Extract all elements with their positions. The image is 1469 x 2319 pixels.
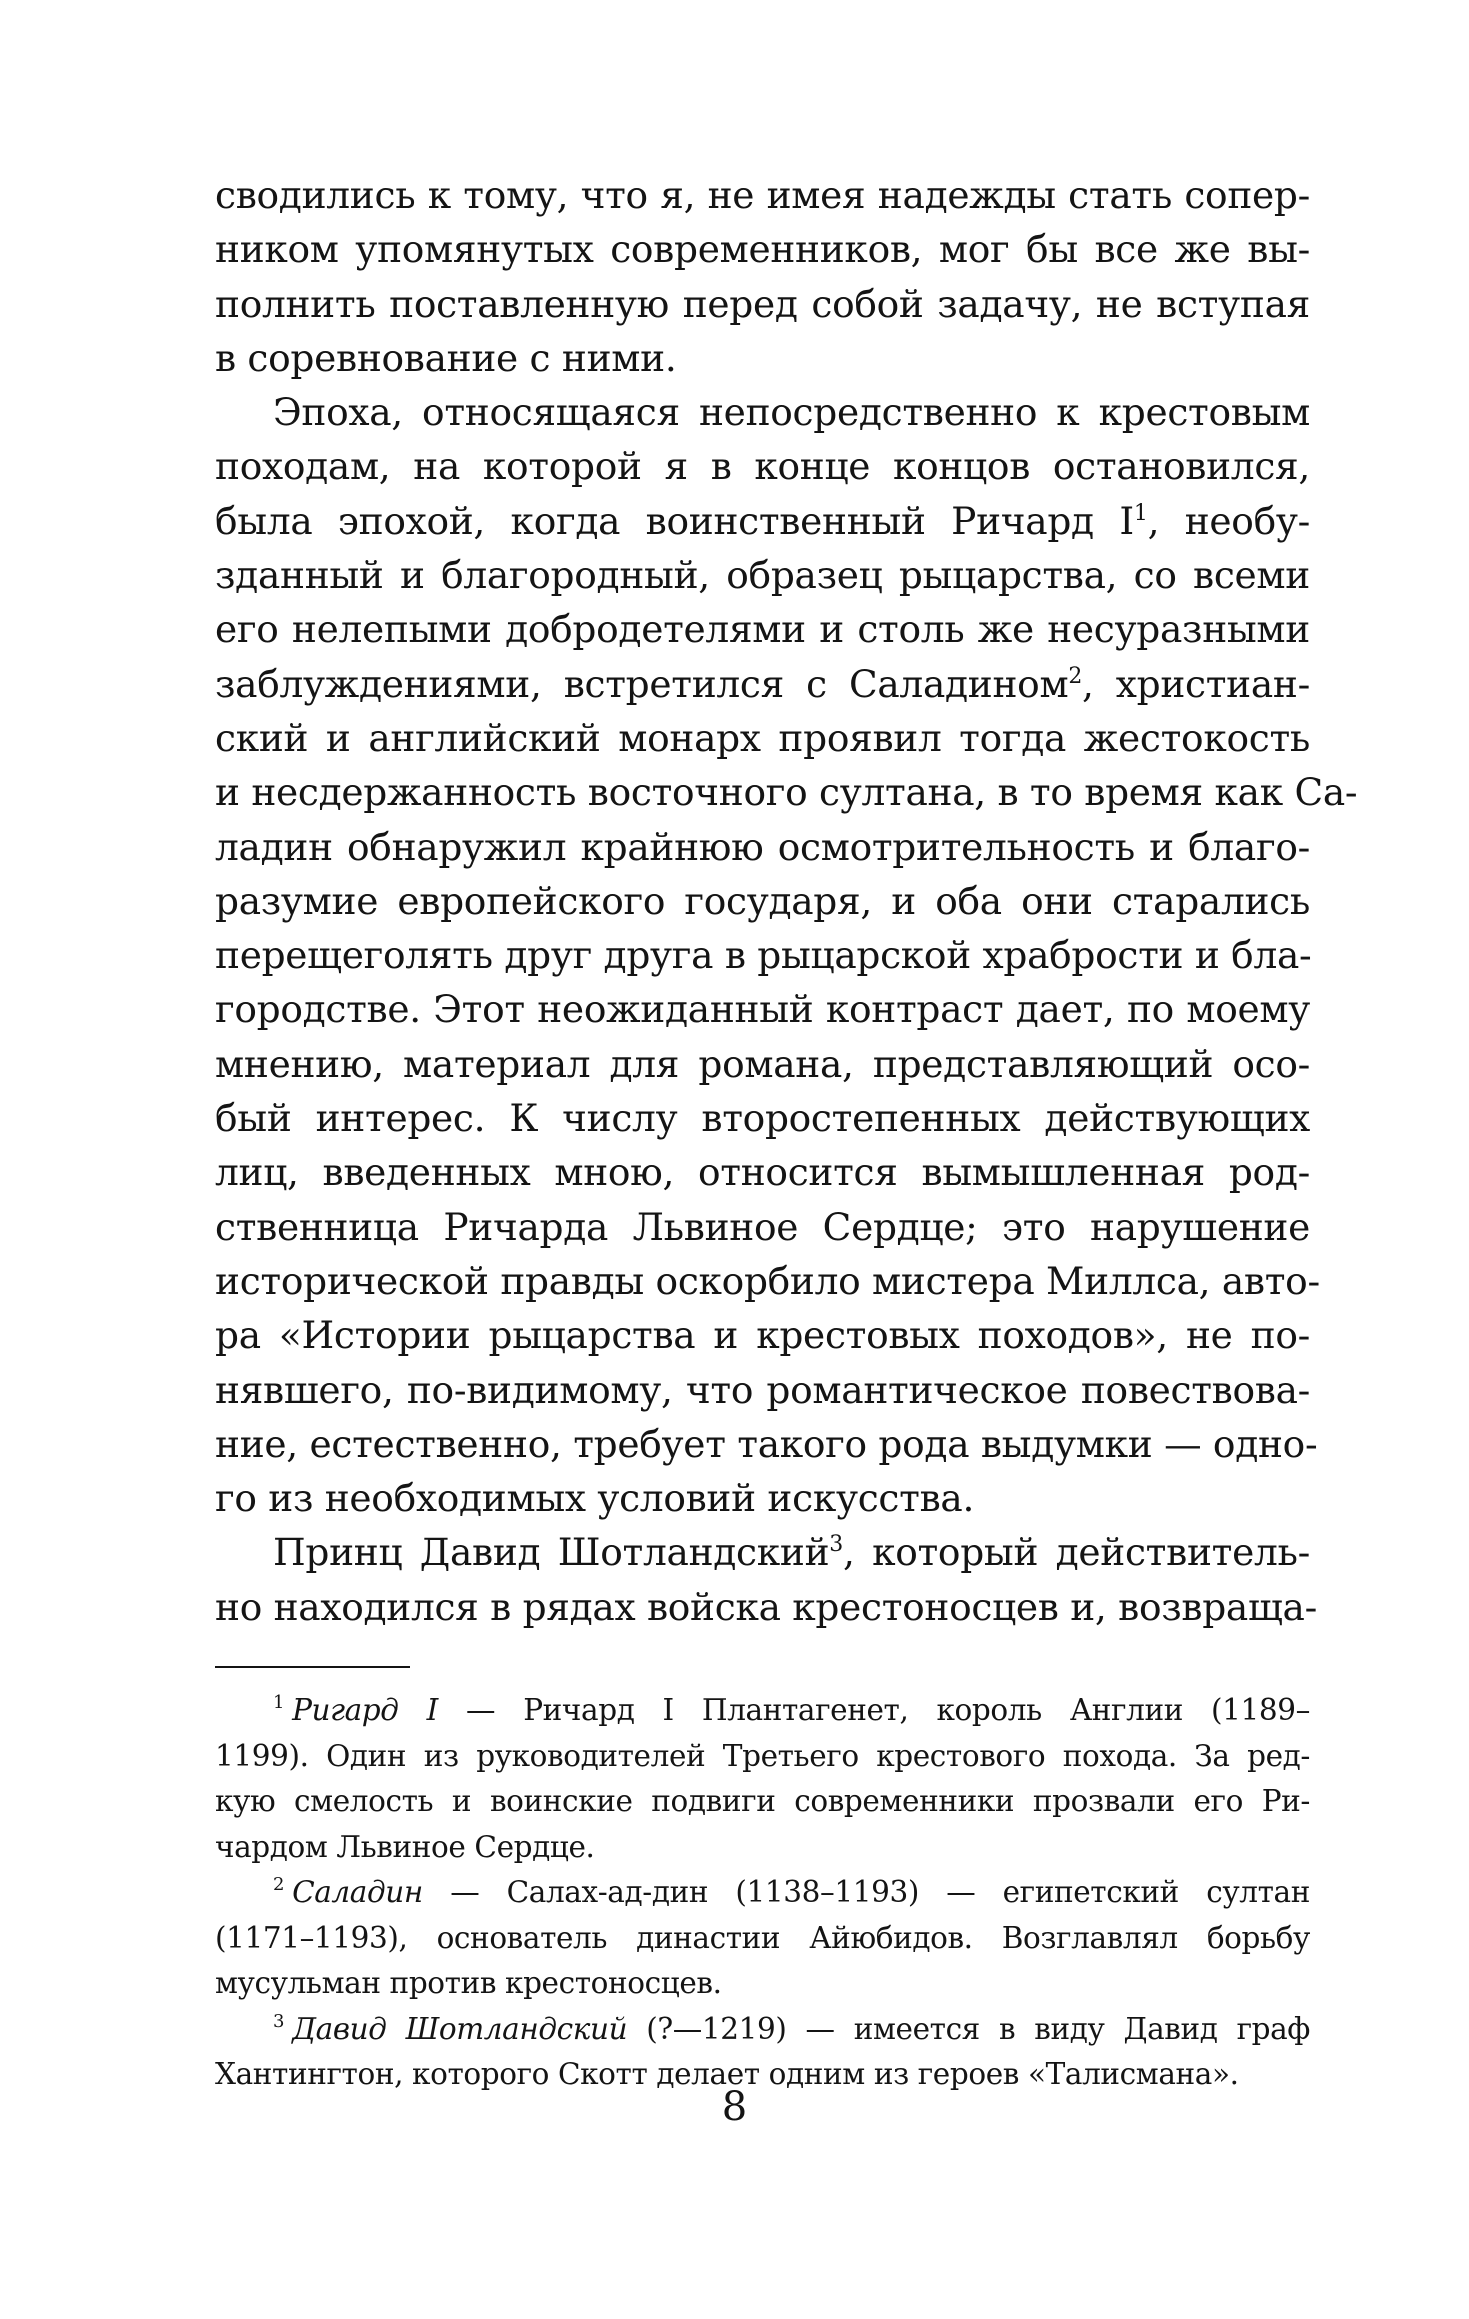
text-line: нявшего, по-видимому, что романтическое повествова- (215, 1367, 1310, 1412)
text-fragment: , который действитель- (842, 1530, 1310, 1575)
text-fragment: , необу- (1147, 498, 1310, 543)
text-line: ние, естественно, требует такого рода выдумки — одно- (215, 1421, 1318, 1466)
footnote-text: (?—1219) — имеется в виду Давид граф (627, 2011, 1310, 2046)
text-line: полнить поставленную перед собой задачу, не вступая (215, 281, 1310, 326)
text-line: Эпоха, относящаяся непосредственно к крестовым (273, 390, 1310, 435)
text-line: в соревнование с ними. (215, 335, 677, 380)
footnote-mark: 2 (273, 1874, 285, 1895)
text-fragment: , христиан- (1082, 661, 1310, 706)
footnote-line: чардом Львиное Сердце. (215, 1829, 595, 1864)
text-fragment: заблуждениями, встретился с Саладином (215, 661, 1069, 706)
footnote-line: (1171–1193), основатель династии Айюбидов. Возглавлял борьбу (215, 1920, 1310, 1955)
text-line: зданный и благородный, образец рыцарства, со всеми (215, 553, 1310, 598)
footnote-term: Ригард I (292, 1693, 438, 1727)
text-fragment: была эпохой, когда воинственный Ричард I (215, 498, 1134, 543)
text-line: лиц, введенных мною, относится вымышленная род- (215, 1150, 1310, 1195)
footnote-divider (215, 1666, 410, 1668)
footnote-line: мусульман против крестоносцев. (215, 1966, 722, 2000)
footnote-line (215, 1688, 1310, 1734)
main-text (215, 168, 1358, 1634)
footnote-ref: 2 (1068, 663, 1083, 689)
text-line: ра «Истории рыцарства и крестовых походов», не по- (215, 1313, 1310, 1358)
footnote-mark: 3 (273, 2010, 285, 2032)
page-number: 8 (721, 2084, 748, 2130)
text-line (215, 494, 1310, 548)
text-line: го из необходимых условий искусства. (215, 1476, 975, 1521)
text-line: и несдержанность восточного султана, в то время как Са- (215, 770, 1358, 815)
text-line: ский и английский монарх проявил тогда жестокость (215, 715, 1310, 760)
text-line: бый интерес. К числу второстепенных действующих (215, 1096, 1310, 1141)
text-line: походам, на которой я в конце концов остановился, (215, 444, 1310, 489)
text-line: ником упомянутых современников, мог бы все же вы- (215, 227, 1310, 272)
footnote-ref: 3 (829, 1532, 843, 1558)
footnotes (215, 1688, 1310, 2098)
footnote-line: кую смелость и воинские подвиги современники прозвали его Ри- (215, 1784, 1310, 1818)
text-line: разумие европейского государя, и оба они старались (215, 878, 1310, 923)
footnote-ref: 1 (1133, 500, 1148, 526)
footnote-term: Давид Шотландский (292, 2011, 628, 2046)
text-line (215, 657, 1310, 711)
footnote-text: — Салах-ад-дин (1138–1193) — египетский султан (422, 1875, 1310, 1909)
footnote-term: Саладин (292, 1875, 423, 1909)
footnote-line: Хантингтон, которого Скотт делает одним из героев «Талисмана». (215, 2057, 1239, 2091)
text-line: перещеголять друг друга в рыцарской храбрости и бла- (215, 933, 1312, 978)
footnote-text: — Ричард I Плантагенет, король Англии (1189– (437, 1693, 1310, 1727)
text-line (215, 1525, 1310, 1579)
footnote-mark: 1 (273, 1692, 285, 1713)
text-line: его нелепыми добродетелями и столь же несуразными (215, 607, 1310, 652)
footnote-line: 1199). Один из руководителей Третьего крестового похода. За ред- (215, 1738, 1310, 1773)
text-line: городстве. Этот неожиданный контраст дает, по моему (215, 987, 1310, 1032)
text-line: исторической правды оскорбило мистера Миллса, авто- (215, 1258, 1320, 1303)
text-line: ственница Ричарда Львиное Сердце; это нарушение (215, 1204, 1310, 1249)
text-line: ладин обнаружил крайнюю осмотрительность и благо- (215, 824, 1310, 869)
text-fragment: Принц Давид Шотландский (273, 1530, 830, 1575)
text-line: мнению, материал для романа, представляющий осо- (215, 1041, 1310, 1086)
footnote-line (215, 2007, 1310, 2053)
text-line: сводились к тому, что я, не имея надежды стать сопер- (215, 173, 1310, 217)
text-line: но находился в рядах войска крестоносцев и, возвраща- (215, 1584, 1317, 1629)
footnote-line (215, 1870, 1310, 1916)
